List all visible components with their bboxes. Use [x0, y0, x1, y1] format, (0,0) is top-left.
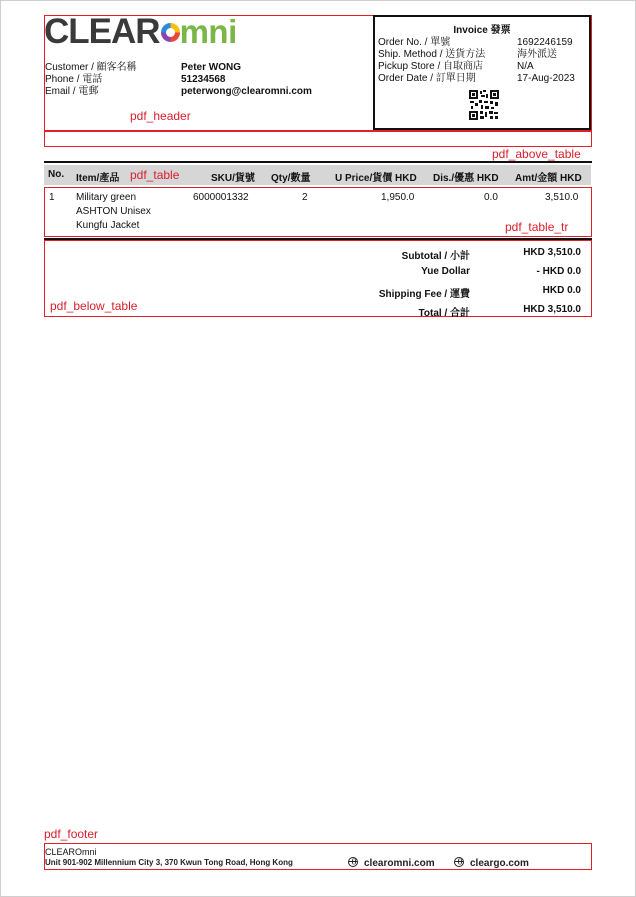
order-date-value: 17-Aug-2023: [517, 73, 575, 84]
row-discount: 0.0: [484, 192, 498, 203]
footer-link-text[interactable]: clearomni.com: [364, 858, 435, 869]
row-sku: 6000001332: [193, 192, 249, 203]
footer-link-clearomni[interactable]: [348, 857, 435, 869]
item-line: ASHTON Unisex: [76, 206, 151, 217]
qr-code-icon: [469, 90, 499, 120]
pdf-footer-label: pdf_footer: [44, 827, 99, 841]
pdf-table-tr-label: pdf_table_tr: [505, 220, 569, 234]
row-qty: 2: [302, 192, 308, 203]
header-item: Item/產品: [76, 173, 120, 184]
header-qty: Qty/數量: [271, 173, 311, 184]
logo-o-icon: [161, 23, 180, 42]
row-amount: 3,510.0: [545, 192, 579, 203]
customer-phone: 51234568: [181, 74, 226, 85]
logo-text-mni: mni: [179, 13, 237, 50]
shipping-fee-label: Shipping Fee / 運費: [378, 289, 470, 300]
pdf-table-label: pdf_table: [130, 168, 180, 182]
clearomni-logo: [44, 13, 237, 51]
header-sku: SKU/貨號: [211, 173, 255, 184]
email-label: Email / 電郵: [45, 86, 99, 97]
shipping-fee-value: HKD 0.0: [542, 285, 581, 296]
customer-label: Customer / 顧客名稱: [45, 62, 137, 73]
item-line: Military green: [76, 192, 137, 203]
row-item: [76, 191, 151, 233]
customer-values: [181, 62, 312, 98]
customer-name: Peter WONG: [181, 62, 242, 73]
footer-link-cleargo[interactable]: [454, 857, 529, 869]
globe-icon: [348, 857, 358, 867]
phone-label: Phone / 電話: [45, 74, 103, 85]
header-amount: Amt/金額 HKD: [515, 173, 582, 184]
total-label: Total / 合計: [418, 308, 470, 319]
invoice-title: Invoice 發票: [453, 25, 511, 36]
row-no: 1: [49, 192, 55, 203]
order-no-label: Order No. / 單號: [378, 37, 451, 48]
order-no-value: 1692246159: [517, 37, 573, 48]
pdf-above-table-label: pdf_above_table: [492, 147, 581, 161]
footer-address: Unit 901-902 Millennium City 3, 370 Kwun Tong Road, Hong Kong: [45, 858, 293, 867]
logo-text-clear: CLEAR: [44, 12, 160, 51]
pickup-store-value: N/A: [517, 61, 534, 72]
header-unit-price: U Price/貨價 HKD: [335, 173, 417, 184]
yue-dollar-value: - HKD 0.0: [536, 266, 581, 277]
yue-dollar-label: Yue Dollar: [421, 266, 470, 277]
item-line: Kungfu Jacket: [76, 220, 140, 231]
pickup-store-label: Pickup Store / 自取商店: [378, 61, 484, 72]
table-top-rule: [44, 161, 592, 163]
pdf-above-table-box: [44, 131, 592, 147]
footer-company: CLEAROmni: [45, 847, 97, 857]
invoice-labels: [378, 37, 485, 85]
customer-email: peterwong@clearomni.com: [181, 86, 312, 97]
subtotal-value: HKD 3,510.0: [523, 247, 581, 258]
ship-method-label: Ship. Method / 送貨方法: [378, 49, 486, 60]
pdf-header-label: pdf_header: [130, 109, 191, 123]
invoice-values: [517, 37, 575, 85]
subtotal-label: Subtotal / 小計: [401, 251, 470, 262]
header-discount: Dis./優惠 HKD: [433, 173, 499, 184]
globe-icon: [454, 857, 464, 867]
pdf-below-table-label: pdf_below_table: [50, 299, 138, 313]
ship-method-value: 海外派送: [517, 49, 557, 60]
order-date-label: Order Date / 訂單日期: [378, 73, 476, 84]
header-no: No.: [48, 169, 65, 180]
table-header: [44, 165, 591, 185]
total-value: HKD 3,510.0: [523, 304, 581, 315]
footer-link-text[interactable]: cleargo.com: [470, 858, 529, 869]
customer-labels: [45, 62, 137, 98]
row-unit-price: 1,950.0: [381, 192, 415, 203]
invoice-box: [373, 15, 591, 130]
